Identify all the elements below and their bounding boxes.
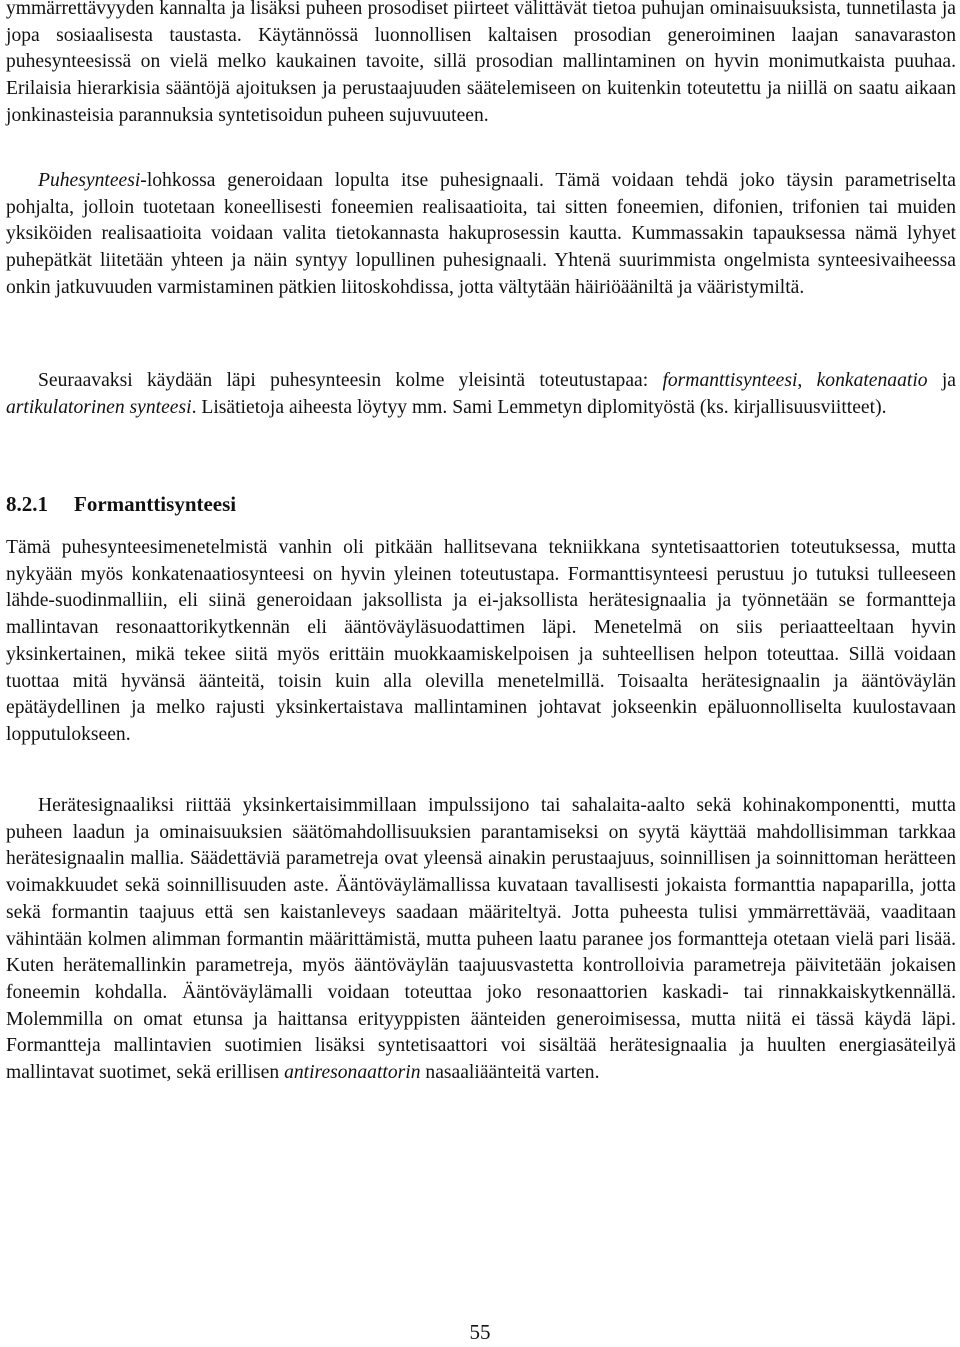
paragraph-prosody: ymmärrettävyyden kannalta ja lisäksi puheen prosodiset piirteet välittävät tietoa puhujan ominaisuuksista, tunnetilasta ja jopa sosiaalisesta taustasta. Käytännössä luonnollisen kaltaisen prosodian generoiminen laajan sanavaraston puhesynteesissä on vielä melko kaukainen tavoite, sillä prosodian mallintaminen on hyvin monimutkaista puuhaa. Erilaisia hierarkisia sääntöjä ajoituksen ja perustaajuuden säätelemiseen on kuitenkin toteutettu ja niillä on saatu aikaan jonkinasteisia parannuksia syntetisoidun puheen sujuvuuteen. [6, 0, 956, 126]
text-segment: ja [927, 370, 956, 391]
text-segment: Seuraavaksi käydään läpi puhesynteesin kolme yleisintä toteutustapaa: [38, 370, 663, 391]
paragraph-formant-intro: Tämä puhesynteesimenetelmistä vanhin oli pitkään hallitsevana tekniikkana syntetisaattorien toteutuksessa, mutta nykyään myös konkatenaatiosynteesi on hyvin yleinen toteutustapa. Formanttisynteesi perustuu jo tutuksi tulleeseen lähde-suodinmalliin, eli siinä generoidaan jaksollista ja ei-jaksollista herätesignaalia ja työnnetään se formantteja mallintavan resonaattorikytkennän eli ääntöväyläsuodattimen läpi. Menetelmä on siis periaatteeltaan hyvin yksinkertainen, mikä tekee siitä myös erittäin muokkaamiskelpoisen ja suhteellisen helpon toteuttaa. Sillä voidaan tuottaa mitä hyvänsä äänteitä, toisin kuin alla olevilla menetelmillä. Toisaalta herätesignaalin ja ääntöväylän epätäydellinen ja melko rajusti yksinkertaistava mallintaminen johtavat jokseenkin epäluonnolliselta kuulostavaan lopputulokseen. [6, 537, 956, 745]
term-konkatenaatio: konkatenaatio [816, 370, 928, 391]
paragraph-speech-synthesis-block [6, 168, 956, 302]
paragraph-synthesis-methods [6, 368, 956, 421]
term-antiresonaattorin: antiresonaattorin [284, 1062, 421, 1084]
term-puhesynteesi: Puhesynteesi [38, 170, 141, 191]
text-segment: . Lisätietoja aiheesta löytyy mm. Sami Lemmetyn diplomityöstä (ks. kirjallisuusviitteet). [191, 396, 887, 418]
section-number: 8.2.1 [6, 492, 48, 516]
paragraph-excitation-signal [6, 793, 956, 1087]
section-heading [6, 490, 236, 518]
page-number: 55 [469, 1320, 491, 1344]
text-segment: , [797, 370, 817, 391]
text-segment: nasaaliäänteitä varten. [420, 1062, 600, 1084]
section-title: Formanttisynteesi [74, 492, 237, 516]
paragraph-text: -lohkossa generoidaan lopulta itse puhesignaali. Tämä voidaan tehdä joko täysin parametriselta pohjalta, jolloin tuotetaan koneellisesti foneemien realisaatioita, tai sitten foneemien, difonien, trifonien tai muiden yksiköiden realisaatioita voidaan valita tietokannasta hakuprosessin kautta. Kummassakin tapauksessa nämä lyhyet puhepätkät liitetään yhteen ja näin syntyy lopullinen puhesignaali. Yhtenä suurimmista ongelmista synteesivaiheessa onkin jatkuvuuden varmistaminen pätkien liitoskohdissa, jotta vältytään häiriöääniltä ja vääristymiltä. [6, 170, 956, 298]
term-artikulatorinen-synteesi: artikulatorinen synteesi [6, 396, 192, 418]
term-formanttisynteesi: formanttisynteesi [662, 370, 798, 391]
paragraph-text: Herätesignaaliksi riittää yksinkertaisimmillaan impulssijono tai sahalaita-aalto sekä kohinakomponentti, mutta puheen laadun ja ominaisuuksien säätömahdollisuuksien parantamiseksi on syytä käyttää mahdollisimman tarkkaa herätesignaalin mallia. Säädettäviä parametreja ovat yleensä ainakin perustaajuus, soinnillisen ja soinnittoman herätteen voimakkuudet sekä soinnillisuuden aste. Ääntöväylämallissa kuvataan tavallisesti jokaista formanttia napaparilla, jotta sekä formantin taajuus että sen kaistanleveys saadaan määriteltyä. Jotta puheesta tulisi ymmärrettävää, vaaditaan vähintään kolmen alimman formantin määrittämistä, mutta puheen laatu paranee jos formantteja otetaan vielä pari lisää. Kuten herätemallinkin parametreja, myös ääntöväylän taajuusvastetta kontrolloivia parametreja päivitetään jokaisen foneemin kohdalla. Ääntöväylämalli voidaan toteuttaa joko resonaattorien kaskadi- tai rinnakkaiskytkennällä. Molemmilla on omat etunsa ja haittansa erityyppisten äänteiden generoimisessa, mutta niitä ei tässä käydä läpi. Formantteja mallintavien suotimien lisäksi syntetisaattori voi sisältää herätesignaalia ja huulten energiasäteilyä mallintavat suotimet, sekä erillisen [6, 795, 956, 1084]
